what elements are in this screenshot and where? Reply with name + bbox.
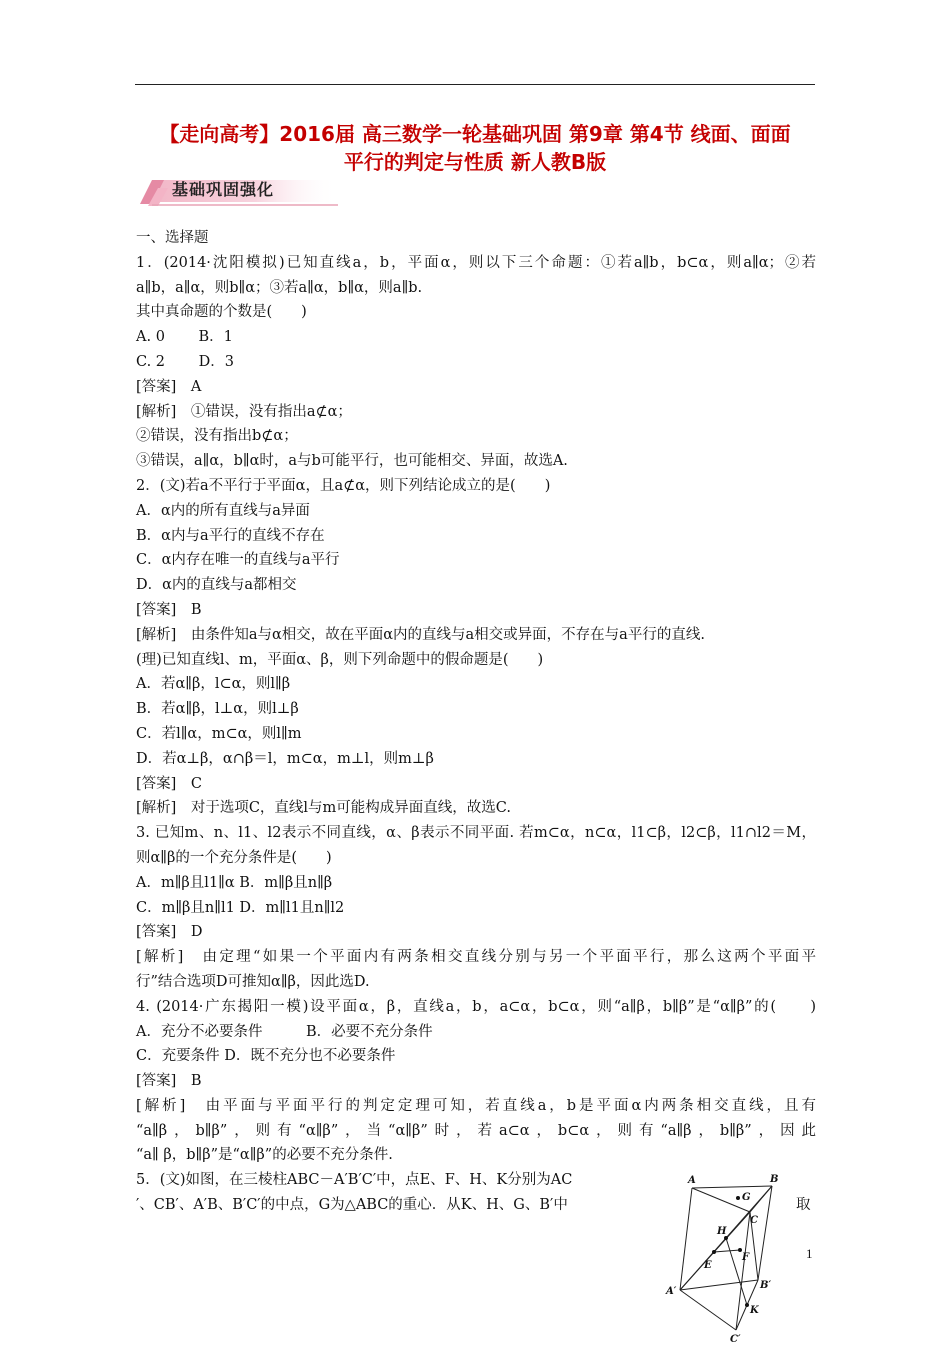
question-1-line-2: a∥b，a∥α，则b∥α；③若a∥α，b∥α，则a∥b. bbox=[136, 279, 423, 296]
question-2-option-c: C．α内存在唯一的直线与a平行 bbox=[136, 552, 340, 569]
section-banner bbox=[138, 174, 338, 208]
question-4-analysis-3: “a∥ β，b∥β”是“α∥β”的必要不充分条件. bbox=[136, 1147, 393, 1164]
section-heading: 一、选择题 bbox=[136, 230, 209, 246]
question-2b-option-d: D．若α⊥β，α∩β＝l，m⊂α，m⊥l，则m⊥β bbox=[136, 750, 434, 767]
label-E: E bbox=[704, 1260, 712, 1271]
question-4-answer: [答案] B bbox=[136, 1073, 202, 1090]
question-5-line-2: ′、CB′、A′B、B′C′的中点，G为△ABC的重心．从K、H、G、B′中 bbox=[136, 1197, 568, 1214]
question-4-options-ab: A．充分不必要条件 B．必要不充分条件 bbox=[136, 1023, 433, 1040]
question-2-answer: [答案] B bbox=[136, 601, 202, 618]
title-line-2: 平行的判定与性质 新人教B版 bbox=[343, 150, 607, 174]
page-number: 1 bbox=[806, 1246, 813, 1261]
question-2b-analysis: [解析] 对于选项C，直线l与m可能构成异面直线，故选C. bbox=[136, 800, 511, 817]
question-2b-option-a: A．若α∥β，l⊂α，则l∥β bbox=[136, 676, 291, 693]
question-5-line-1: 5．(文)如图，在三棱柱ABC－A′B′C′中，点E、F、H、K分别为AC bbox=[136, 1172, 573, 1189]
question-2-option-b: B．α内与a平行的直线不存在 bbox=[136, 527, 325, 544]
label-A: A bbox=[688, 1175, 696, 1186]
question-1-analysis-2: ②错误，没有指出b⊄α； bbox=[136, 428, 298, 445]
banner-label: 基础巩固强化 bbox=[172, 180, 275, 199]
question-2b-option-b: B．若α∥β，l⊥α，则l⊥β bbox=[136, 701, 299, 718]
label-G: G bbox=[742, 1192, 751, 1203]
title-line-1: 【走向高考】2016届 高三数学一轮基础巩固 第9章 第4节 线面、面面 bbox=[159, 122, 791, 146]
question-4-options-cd: C．充要条件 D．既不充分也不必要条件 bbox=[136, 1048, 396, 1065]
label-A-prime: A′ bbox=[666, 1286, 677, 1297]
question-3-options-cd: C．m∥β且n∥l1 D．m∥l1且n∥l2 bbox=[136, 899, 345, 916]
question-2b-option-c: C．若l∥α，m⊂α，则l∥m bbox=[136, 725, 302, 742]
label-H: H bbox=[717, 1226, 727, 1237]
label-C-prime: C′ bbox=[730, 1334, 741, 1344]
label-B-prime: B′ bbox=[760, 1280, 772, 1291]
question-1-line-1: 1．(2014·沈阳模拟)已知直线a，b，平面α，则以下三个命题：①若a∥b，b⊂α，则a∥α；②若 bbox=[136, 254, 816, 271]
label-F: F bbox=[742, 1252, 750, 1263]
label-K: K bbox=[750, 1305, 759, 1316]
question-3-analysis-1: [解析] 由定理“如果一个平面内有两条相交直线分别与另一个平面平行，那么这两个平面平 bbox=[136, 949, 816, 966]
question-2-option-a: A．α内的所有直线与a异面 bbox=[136, 502, 310, 519]
question-3-answer: [答案] D bbox=[136, 924, 203, 941]
question-1-line-3: 其中真命题的个数是( ) bbox=[136, 304, 307, 321]
label-B: B bbox=[770, 1174, 779, 1185]
question-2-stem: 2．(文)若a不平行于平面α，且a⊄α，则下列结论成立的是( ) bbox=[136, 477, 551, 494]
question-2-analysis: [解析] 由条件知a与α相交，故在平面α内的直线与a相交或异面，不存在与a平行的直线. bbox=[136, 626, 705, 643]
question-2-option-d: D．α内的直线与a都相交 bbox=[136, 577, 297, 594]
document-body bbox=[136, 226, 816, 1218]
question-3-options-ab: A．m∥β且l1∥α B．m∥β且n∥β bbox=[136, 874, 333, 891]
question-2b-answer: [答案] C bbox=[136, 775, 202, 792]
prism-figure bbox=[664, 1170, 794, 1344]
question-4-stem: 4. (2014·广东揭阳一模)设平面α，β，直线a，b，a⊂α，b⊂α，则“a∥β，b∥β”是“α∥β”的( ) bbox=[136, 998, 816, 1015]
question-1-analysis-1: [解析] ①错误，没有指出a⊄α； bbox=[136, 403, 352, 420]
question-4-analysis-2: “a∥β，b∥β”，则有“α∥β”，当“α∥β”时，若a⊂α，b⊂α，则有“a∥β，b∥β”，因此 bbox=[136, 1122, 816, 1139]
document-title bbox=[135, 120, 815, 176]
question-1-options-ab: A. 0 B．1 bbox=[136, 329, 233, 346]
question-3-line-1: 3. 已知m、n、l1、l2表示不同直线，α、β表示不同平面. 若m⊂α，n⊂α，l1⊂β，l2⊂β，l1∩l2＝M， bbox=[136, 825, 816, 842]
question-1-options-cd: C. 2 D．3 bbox=[136, 353, 234, 370]
question-1-analysis-3: ③错误，a∥α，b∥α时，a与b可能平行，也可能相交、异面，故选A. bbox=[136, 453, 568, 470]
question-3-analysis-2: 行”结合选项D可推知α∥β，因此选D. bbox=[136, 973, 370, 990]
question-4-analysis-1: [解析] 由平面与平面平行的判定定理可知，若直线a，b是平面α内两条相交直线，且有 bbox=[136, 1097, 816, 1114]
header-rule bbox=[135, 84, 815, 85]
question-1-answer: [答案] A bbox=[136, 378, 202, 395]
question-2b-stem: (理)已知直线l、m，平面α、β，则下列命题中的假命题是( ) bbox=[136, 651, 544, 668]
question-5-trailing-text: 取 bbox=[796, 1197, 811, 1213]
label-C: C bbox=[750, 1215, 758, 1226]
question-3-line-2: 则α∥β的一个充分条件是( ) bbox=[136, 849, 332, 866]
triangular-prism-diagram-icon bbox=[664, 1170, 794, 1344]
